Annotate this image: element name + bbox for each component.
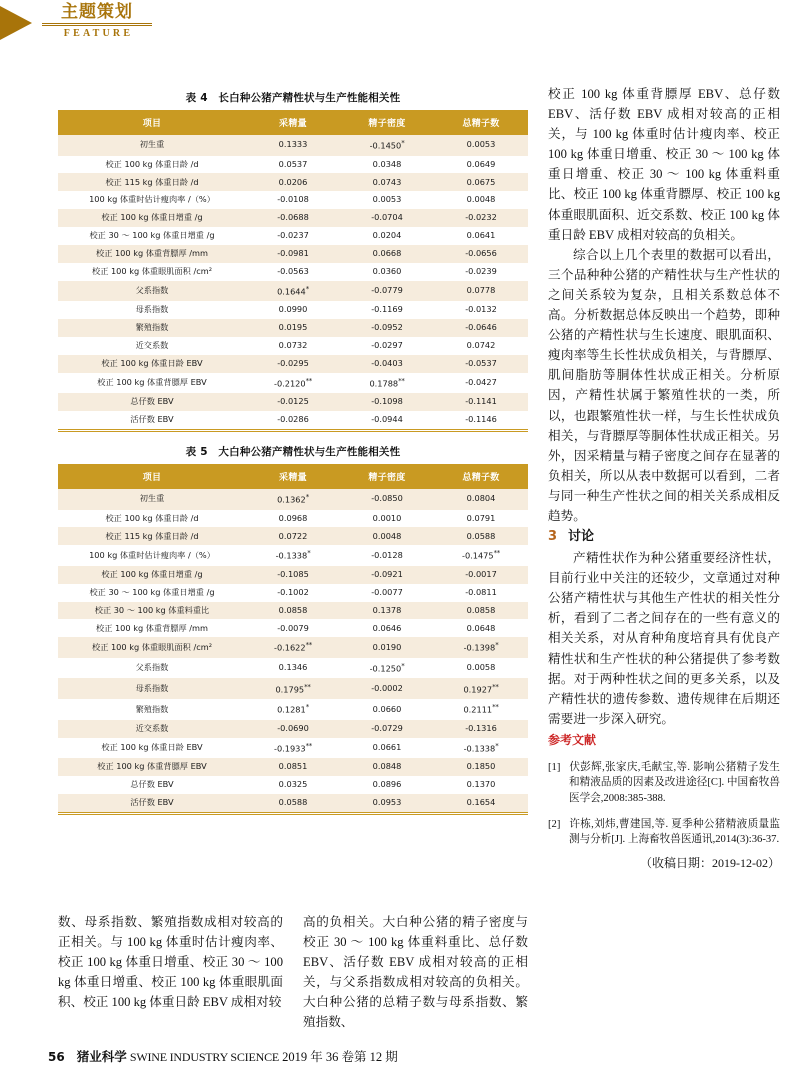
reference-item	[548, 760, 780, 807]
cell-item: 校正 100 kg 体重眼肌面积 /cm²	[58, 263, 246, 281]
cell-value-2: 0.1378	[340, 602, 434, 620]
cell-value-3: 0.0641	[434, 227, 528, 245]
cell-value-2: -0.1250*	[340, 658, 434, 679]
cell-value-3: 0.0778	[434, 281, 528, 302]
cell-value-2: -0.0944	[340, 411, 434, 429]
cell-item: 总仔数 EBV	[58, 393, 246, 411]
cell-value-3: 0.2111**	[434, 699, 528, 720]
cell-value-2: -0.0297	[340, 337, 434, 355]
cell-value-1: 0.1346	[246, 658, 340, 679]
cell-value-2: 0.0204	[340, 227, 434, 245]
cell-item: 校正 100 kg 体重日龄 /d	[58, 510, 246, 528]
table-row	[58, 794, 528, 812]
table-row	[58, 263, 528, 281]
bottom-column-right	[303, 912, 528, 1033]
table-row	[58, 527, 528, 545]
table-row	[58, 566, 528, 584]
cell-value-3: -0.1146	[434, 411, 528, 429]
bottom-columns	[58, 912, 528, 1033]
cell-value-1: 0.1362*	[246, 489, 340, 510]
table-row	[58, 337, 528, 355]
cell-value-1: 0.0990	[246, 301, 340, 319]
col-header-total-sperm: 总精子数	[434, 464, 528, 489]
cell-item: 近交系数	[58, 720, 246, 738]
cell-item: 校正 115 kg 体重日龄 /d	[58, 527, 246, 545]
cell-value-2: -0.0729	[340, 720, 434, 738]
cell-item: 校正 100 kg 体重眼肌面积 /cm²	[58, 637, 246, 658]
cell-value-1: 0.0206	[246, 173, 340, 191]
cell-item: 初生重	[58, 135, 246, 156]
cell-value-3: -0.0537	[434, 355, 528, 373]
cell-value-2: -0.0921	[340, 566, 434, 584]
cell-value-2: 0.0348	[340, 156, 434, 174]
cell-value-3: 0.1370	[434, 776, 528, 794]
section-number: 3	[548, 529, 558, 545]
paragraph-3: 产精性状作为种公猪重要经济性状，目前行业中关注的还较少，文章通过对种公猪产精性状与其他生产性状的相关性分析，看到了二者之间存在的一些有意义的相关关系，对从育种角度培育具有优良产精性状和生产性状的种公猪提供了参考数据。对于两种性状之间的更多关系，以及产精性状的遗传参数、遗传规律在后期还需要进一步深入研究。	[548, 551, 780, 726]
cell-value-3: 0.1850	[434, 758, 528, 776]
table-4-header-row	[58, 110, 528, 135]
table-row	[58, 156, 528, 174]
cell-value-1: -0.2120**	[246, 373, 340, 394]
cell-value-2: -0.0002	[340, 678, 434, 699]
cell-value-3: -0.0427	[434, 373, 528, 394]
col-header-total-sperm: 总精子数	[434, 110, 528, 135]
masthead	[0, 0, 300, 56]
cell-value-1: 0.1281*	[246, 699, 340, 720]
cell-value-3: 0.0804	[434, 489, 528, 510]
cell-value-2: -0.0704	[340, 209, 434, 227]
cell-item: 活仔数 EBV	[58, 794, 246, 812]
table-row	[58, 637, 528, 658]
cell-value-2: 0.0848	[340, 758, 434, 776]
table-5-caption: 表 5 大白种公猪产精性状与生产性能相关性	[185, 445, 401, 458]
cell-value-1: -0.0286	[246, 411, 340, 429]
cell-item: 父系指数	[58, 281, 246, 302]
table-row	[58, 191, 528, 209]
cell-value-2: 0.0661	[340, 738, 434, 759]
cell-value-2: -0.1450*	[340, 135, 434, 156]
col-header-sperm-density: 精子密度	[340, 110, 434, 135]
cell-value-3: -0.1141	[434, 393, 528, 411]
cell-value-3: 0.0742	[434, 337, 528, 355]
cell-value-2: 0.0048	[340, 527, 434, 545]
cell-value-3: -0.0132	[434, 301, 528, 319]
col-header-item: 项目	[58, 464, 246, 489]
table-row	[58, 489, 528, 510]
cell-value-2: 0.0053	[340, 191, 434, 209]
cell-value-1: -0.1338*	[246, 545, 340, 566]
table-5-body	[58, 489, 528, 812]
table-row	[58, 619, 528, 637]
masthead-title-cn: 主题策划	[42, 2, 152, 24]
cell-value-2: -0.0128	[340, 545, 434, 566]
reference-text: 伏彭辉,张家庆,毛献宝,等. 影响公猪精子发生和精液品质的因素及改进途径[C]. 中国畜牧兽医学会,2008:385-388.	[569, 761, 780, 804]
table-row	[58, 209, 528, 227]
cell-item: 校正 30 ～ 100 kg 体重料重比	[58, 602, 246, 620]
cell-value-3: 0.1927**	[434, 678, 528, 699]
cell-value-2: -0.0779	[340, 281, 434, 302]
table-row	[58, 319, 528, 337]
table-row	[58, 602, 528, 620]
col-header-semen-volume: 采精量	[246, 464, 340, 489]
cell-value-1: 0.0588	[246, 794, 340, 812]
cell-item: 校正 100 kg 体重背膘厚 EBV	[58, 758, 246, 776]
cell-value-1: -0.0295	[246, 355, 340, 373]
cell-value-2: 0.0360	[340, 263, 434, 281]
cell-value-2: 0.0743	[340, 173, 434, 191]
cell-value-2: 0.0646	[340, 619, 434, 637]
table-row	[58, 545, 528, 566]
cell-value-3: -0.0811	[434, 584, 528, 602]
cell-value-2: 0.0668	[340, 245, 434, 263]
table-row	[58, 135, 528, 156]
cell-item: 校正 100 kg 体重日龄 /d	[58, 156, 246, 174]
paragraph-1: 校正 100 kg 体重背膘厚 EBV、总仔数 EBV、活仔数 EBV 成相对较高的正相关，与 100 kg 体重时估计瘦肉率、校正 100 kg 体重日增重、校正 30 ～ 100 kg 体重日增重、校正 30 ～ 100 kg 体重料重比、校正 100 kg 体重背膘厚、校正 100 kg 体重眼肌面积、近交系数、校正 100 kg 体重日龄 EBV 成相对较高的负相关。	[548, 87, 780, 242]
cell-item: 校正 100 kg 体重日增重 /g	[58, 566, 246, 584]
page-footer	[48, 1047, 398, 1065]
cell-value-1: -0.1933**	[246, 738, 340, 759]
cell-value-1: -0.0125	[246, 393, 340, 411]
table-4	[58, 110, 528, 429]
cell-value-1: 0.0537	[246, 156, 340, 174]
cell-item: 100 kg 体重时估计瘦肉率 /（%）	[58, 545, 246, 566]
cell-item: 近交系数	[58, 337, 246, 355]
masthead-title-en: FEATURE	[42, 25, 152, 41]
cell-item: 总仔数 EBV	[58, 776, 246, 794]
cell-value-1: 0.0858	[246, 602, 340, 620]
cell-item: 校正 30 ～ 100 kg 体重日增重 /g	[58, 584, 246, 602]
cell-value-1: 0.0851	[246, 758, 340, 776]
table-row	[58, 411, 528, 429]
table-4-bottom-rule	[58, 429, 528, 432]
table-row	[58, 281, 528, 302]
table-row	[58, 699, 528, 720]
cell-item: 繁殖指数	[58, 699, 246, 720]
cell-value-1: -0.0688	[246, 209, 340, 227]
table-4-caption: 表 4 长白种公猪产精性状与生产性能相关性	[185, 92, 401, 104]
references-heading: 参考文献	[548, 732, 597, 747]
table-row	[58, 758, 528, 776]
cell-value-1: 0.0325	[246, 776, 340, 794]
table-row	[58, 373, 528, 394]
footer-journal-en: SWINE INDUSTRY SCIENCE	[129, 1050, 280, 1064]
table-block-5	[58, 438, 528, 815]
table-5-header-row	[58, 464, 528, 489]
cell-value-1: -0.0981	[246, 245, 340, 263]
cell-value-3: 0.0675	[434, 173, 528, 191]
cell-value-1: -0.1085	[246, 566, 340, 584]
table-row	[58, 227, 528, 245]
table-row	[58, 776, 528, 794]
cell-item: 100 kg 体重时估计瘦肉率 /（%）	[58, 191, 246, 209]
cell-value-1: -0.1622**	[246, 637, 340, 658]
table-row	[58, 720, 528, 738]
cell-value-2: -0.0850	[340, 489, 434, 510]
bottom-column-left	[58, 912, 283, 1033]
cell-item: 校正 100 kg 体重日增重 /g	[58, 209, 246, 227]
masthead-text	[42, 2, 152, 41]
table-5	[58, 464, 528, 812]
cell-item: 校正 100 kg 体重背膘厚 /mm	[58, 245, 246, 263]
table-row	[58, 510, 528, 528]
cell-item: 校正 115 kg 体重日龄 /d	[58, 173, 246, 191]
references-list	[548, 760, 780, 849]
cell-value-3: 0.0791	[434, 510, 528, 528]
cell-value-3: -0.0232	[434, 209, 528, 227]
table-row	[58, 584, 528, 602]
cell-item: 父系指数	[58, 658, 246, 679]
table-row	[58, 245, 528, 263]
cell-item: 校正 100 kg 体重背膘厚 EBV	[58, 373, 246, 394]
cell-value-3: -0.1338*	[434, 738, 528, 759]
cell-item: 繁殖指数	[58, 319, 246, 337]
table-row	[58, 173, 528, 191]
cell-item: 母系指数	[58, 678, 246, 699]
footer-issue: 2019 年 36 卷第 12 期	[282, 1050, 398, 1064]
cell-value-3: -0.0239	[434, 263, 528, 281]
col-header-sperm-density: 精子密度	[340, 464, 434, 489]
cell-item: 校正 30 ～ 100 kg 体重日增重 /g	[58, 227, 246, 245]
cell-value-3: -0.1398*	[434, 637, 528, 658]
cell-value-3: 0.0858	[434, 602, 528, 620]
cell-value-2: -0.1169	[340, 301, 434, 319]
table-row	[58, 658, 528, 679]
cell-item: 校正 100 kg 体重背膘厚 /mm	[58, 619, 246, 637]
cell-value-3: 0.0588	[434, 527, 528, 545]
cell-value-3: 0.1654	[434, 794, 528, 812]
cell-value-1: -0.0690	[246, 720, 340, 738]
cell-value-1: -0.0079	[246, 619, 340, 637]
section-title: 讨论	[568, 529, 595, 545]
cell-value-2: -0.0952	[340, 319, 434, 337]
cell-value-1: 0.0722	[246, 527, 340, 545]
paragraph-2: 综合以上几个表里的数据可以看出，三个品种种公猪的产精性状与生产性状的之间关系较为复杂，且相关系数总体不高。分析数据总体反映出一个趋势，即种公猪的产精性状与生长速度、眼肌面积、瘦肉率等生长性状成负相关，与背膘厚、肌间脂肪等胴体性状成正相关。分析原因，产精性状属于繁殖性状的一类，所以，也跟繁殖性状一样，与生长性状成负相关，与背膘厚等胴体性状成正相关。另外，因采精量与精子密度之间存在显著的负相关，所以从表中数据可以看到，二者与同一种生产性状之间的相关关系成相反趋势。	[548, 247, 780, 523]
table-row	[58, 738, 528, 759]
cell-value-2: -0.0403	[340, 355, 434, 373]
cell-value-3: -0.1475**	[434, 545, 528, 566]
table-row	[58, 355, 528, 373]
cell-value-3: 0.0053	[434, 135, 528, 156]
bottom-paragraph-left: 数、母系指数、繁殖指数成相对较高的正相关。与 100 kg 体重时估计瘦肉率、校正 100 kg 体重日增重、校正 30 ～ 100 kg 体重日增重、校正 100 kg 体重眼肌面积、校正 100 kg 体重日龄 EBV 成相对较	[58, 915, 283, 1010]
right-column	[548, 84, 780, 874]
left-column	[58, 84, 528, 821]
cell-value-2: -0.0077	[340, 584, 434, 602]
cell-value-2: 0.0010	[340, 510, 434, 528]
cell-item: 校正 100 kg 体重日龄 EBV	[58, 355, 246, 373]
cell-value-2: 0.0660	[340, 699, 434, 720]
cell-value-1: 0.0968	[246, 510, 340, 528]
reference-item	[548, 817, 780, 848]
cell-item: 初生重	[58, 489, 246, 510]
footer-page-number: 56	[48, 1050, 65, 1064]
table-row	[58, 393, 528, 411]
cell-value-1: -0.0563	[246, 263, 340, 281]
cell-value-3: 0.0058	[434, 658, 528, 679]
table-row	[58, 678, 528, 699]
col-header-semen-volume: 采精量	[246, 110, 340, 135]
cell-value-1: -0.0237	[246, 227, 340, 245]
cell-value-2: -0.1098	[340, 393, 434, 411]
cell-value-3: -0.0646	[434, 319, 528, 337]
received-date: （收稿日期：2019-12-02）	[640, 856, 780, 871]
cell-value-1: 0.1333	[246, 135, 340, 156]
cell-value-3: 0.0649	[434, 156, 528, 174]
cell-value-3: 0.0648	[434, 619, 528, 637]
cell-value-2: 0.0953	[340, 794, 434, 812]
cell-item: 校正 100 kg 体重日龄 EBV	[58, 738, 246, 759]
cell-value-1: 0.1644*	[246, 281, 340, 302]
cell-value-1: -0.1002	[246, 584, 340, 602]
cell-value-3: -0.0656	[434, 245, 528, 263]
reference-text: 许栋,刘炜,曹建国,等. 夏季种公猪精液质量监测与分析[J]. 上海畜牧兽医通讯,2014(3):36-37.	[569, 818, 780, 846]
cell-value-1: 0.0195	[246, 319, 340, 337]
cell-item: 母系指数	[58, 301, 246, 319]
cell-value-1: 0.0732	[246, 337, 340, 355]
footer-journal-cn: 猪业科学	[76, 1049, 127, 1064]
cell-value-2: 0.1788**	[340, 373, 434, 394]
bottom-paragraph-right: 高的负相关。大白种公猪的精子密度与校正 30 ～ 100 kg 体重料重比、总仔数 EBV、活仔数 EBV 成相对较高的正相关，与父系指数成相对较高的负相关。大白种公猪的总精子数与母系指数、繁殖指数、	[303, 915, 528, 1030]
cell-value-2: 0.0190	[340, 637, 434, 658]
cell-item: 活仔数 EBV	[58, 411, 246, 429]
table-5-bottom-rule	[58, 812, 528, 815]
col-header-item: 项目	[58, 110, 246, 135]
cell-value-1: 0.1795**	[246, 678, 340, 699]
reference-label: [1]	[548, 761, 561, 773]
table-block-4	[58, 84, 528, 432]
cell-value-3: -0.1316	[434, 720, 528, 738]
cell-value-3: -0.0017	[434, 566, 528, 584]
reference-label: [2]	[548, 818, 561, 830]
table-row	[58, 301, 528, 319]
triangle-icon	[0, 6, 32, 40]
table-4-body	[58, 135, 528, 429]
cell-value-3: 0.0048	[434, 191, 528, 209]
section-heading-discussion	[548, 527, 780, 547]
cell-value-2: 0.0896	[340, 776, 434, 794]
cell-value-1: -0.0108	[246, 191, 340, 209]
